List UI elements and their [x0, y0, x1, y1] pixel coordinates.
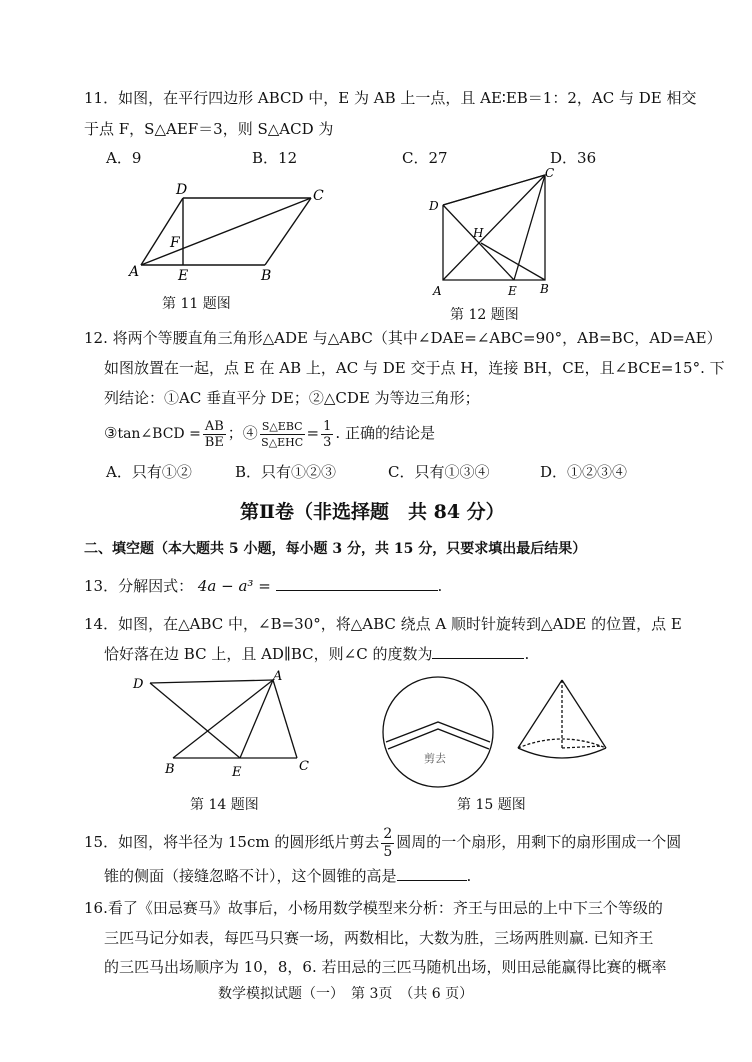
q15-cut-line-lower — [388, 729, 489, 749]
q14-end: . — [524, 645, 530, 663]
q13-expression: 4a − a³ = — [197, 577, 271, 595]
q15-paper-circle — [383, 677, 493, 787]
q15-cut-line-upper — [386, 722, 490, 742]
q11-label-d: D — [176, 182, 188, 198]
q12-frac3-num: 1 — [323, 418, 332, 434]
q12-line4 — [104, 416, 435, 451]
q11-label-a: A — [129, 264, 140, 280]
q13 — [84, 576, 442, 596]
q12-frac2-den: S△EHC — [261, 435, 304, 449]
q12-frac-area — [260, 419, 305, 450]
q12-figure — [425, 165, 565, 297]
q11-option-a: A．9 — [106, 149, 142, 167]
q13-end: . — [437, 577, 443, 595]
q12-frac-ab-be — [203, 419, 226, 450]
q15-line1-b: 圆周的一个扇形，用剩下的扇形围成一个圆 — [396, 833, 682, 851]
q11-option-d: D．36 — [550, 149, 597, 167]
q11-label-e: E — [178, 268, 189, 284]
q12-item4-marker: ；④ — [227, 424, 258, 442]
q16-line1: 16.看了《田忌赛马》故事后，小杨用数学模型来分析：齐王与田忌的上中下三个等级的 — [84, 899, 663, 917]
q12-option-a: A．只有①② — [106, 463, 192, 481]
q12-frac-one-third — [321, 419, 333, 450]
q14-label-e: E — [232, 765, 242, 780]
q14-line-ab — [173, 680, 273, 758]
q13-text: 13．分解因式： — [84, 577, 194, 595]
q11-side-da — [141, 198, 183, 265]
q12-line4-tail: . 正确的结论是 — [335, 424, 435, 442]
page-footer: 数学模拟试题（一） 第 3页 （共 6 页） — [218, 986, 474, 1002]
q12-line3: 列结论：①AC 垂直平分 DE；②△CDE 为等边三角形； — [104, 389, 480, 407]
q12-label-e: E — [508, 284, 517, 297]
q15-cone-radius — [562, 746, 602, 748]
q14-line1: 14．如图，在△ABC 中，∠B=30°，将△ABC 绕点 A 顺时针旋转到△ADE 的位置，点 E — [84, 615, 682, 633]
q12-option-c: C．只有①③④ — [388, 463, 490, 481]
q11-option-c: C．27 — [402, 149, 448, 167]
part2-title: 第Ⅱ卷（非选择题 共 84 分） — [240, 501, 505, 523]
q14-answer-blank[interactable] — [432, 644, 524, 659]
q12-frac3-den: 3 — [323, 434, 332, 450]
q11-line1: 11．如图，在平行四边形 ABCD 中，E 为 AB 上一点，且 AE∶EB＝1：2，AC 与 DE 相交 — [84, 89, 697, 107]
q12-frac1-num: AB — [204, 418, 224, 434]
q11-figure — [125, 180, 340, 285]
q15-frac-den: 5 — [383, 843, 393, 860]
q14-label-d: D — [133, 677, 144, 692]
q12-tan-expr: tan∠BCD = — [117, 426, 201, 442]
q11-label-b: B — [261, 268, 272, 284]
q14-line-da — [150, 680, 273, 683]
q14-line-ae — [240, 680, 273, 758]
q11-option-b: B．12 — [252, 149, 298, 167]
q15-cut-label: 剪去 — [424, 752, 446, 765]
q12-label-b: B — [540, 282, 549, 296]
q12-label-h: H — [473, 226, 484, 240]
section2-title: 二、填空题（本大题共 5 小题，每小题 3 分，共 15 分，只要求填出最后结果） — [84, 541, 587, 557]
q14-label-c: C — [299, 759, 309, 774]
q14-figure — [125, 668, 325, 783]
q15-cone-base-front — [518, 748, 606, 758]
q14-line-ac — [273, 680, 297, 758]
q12-item3-marker: ③ — [104, 424, 118, 442]
q13-answer-blank[interactable] — [276, 576, 438, 591]
q11-figure-caption: 第 11 题图 — [162, 296, 231, 312]
q12-line1: 12. 将两个等腰直角三角形△ADE 与△ABC（其中∠DAE=∠ABC=90°，AB=BC，AD=AE） — [84, 329, 722, 347]
q12-frac2-num: S△EBC — [261, 419, 303, 433]
q15-figure-caption: 第 15 题图 — [457, 797, 526, 813]
q12-line-hb — [481, 243, 545, 280]
q14-line2 — [104, 644, 529, 664]
q14-label-a: A — [273, 669, 283, 684]
q11-diagonal-ac — [141, 198, 311, 265]
q16-line3: 的三匹马出场顺序为 10，8，6. 若田忌的三匹马随机出场，则田忌能赢得比赛的概率 — [104, 958, 667, 976]
q15-figure — [380, 672, 630, 792]
q12-frac1-den: BE — [204, 434, 224, 450]
q15-fraction — [381, 826, 394, 861]
q12-label-a: A — [433, 284, 442, 297]
q15-line1-a: 15．如图，将半径为 15cm 的圆形纸片剪去 — [84, 833, 380, 851]
q12-equals: = — [306, 424, 320, 442]
q12-figure-caption: 第 12 题图 — [450, 307, 519, 323]
q15-cone-right-side — [562, 680, 606, 748]
q15-line2 — [104, 866, 471, 886]
q12-option-b: B．只有①②③ — [235, 463, 337, 481]
q12-label-d: D — [429, 199, 439, 213]
q11-line2: 于点 F，S△AEF＝3，则 S△ACD 为 — [84, 120, 334, 138]
q16-line2: 三匹马记分如表，每匹马只赛一场，两数相比，大数为胜，三场两胜则赢. 已知齐王 — [104, 929, 654, 947]
q12-label-c: C — [545, 166, 555, 180]
q11-side-cb — [265, 198, 311, 265]
q14-label-b: B — [165, 762, 175, 777]
q15-cone-left-side — [518, 680, 562, 748]
q14-figure-caption: 第 14 题图 — [190, 797, 259, 813]
q11-label-f: F — [170, 235, 180, 251]
q15-line2-text: 锥的侧面（接缝忽略不计），这个圆锥的高是 — [104, 867, 397, 885]
q12-line2: 如图放置在一起，点 E 在 AB 上，AC 与 DE 交于点 H，连接 BH，CE，且∠BCE=15°. 下 — [104, 359, 725, 377]
q11-label-c: C — [313, 188, 324, 204]
q14-line-de — [150, 683, 240, 758]
q15-answer-blank[interactable] — [397, 866, 467, 881]
q12-option-d: D．①②③④ — [540, 463, 628, 481]
q15-frac-num: 2 — [383, 825, 393, 842]
q15-line1 — [84, 822, 681, 862]
q14-line2-text: 恰好落在边 BC 上，且 AD∥BC，则∠C 的度数为 — [104, 645, 433, 663]
q15-end: . — [466, 867, 472, 885]
